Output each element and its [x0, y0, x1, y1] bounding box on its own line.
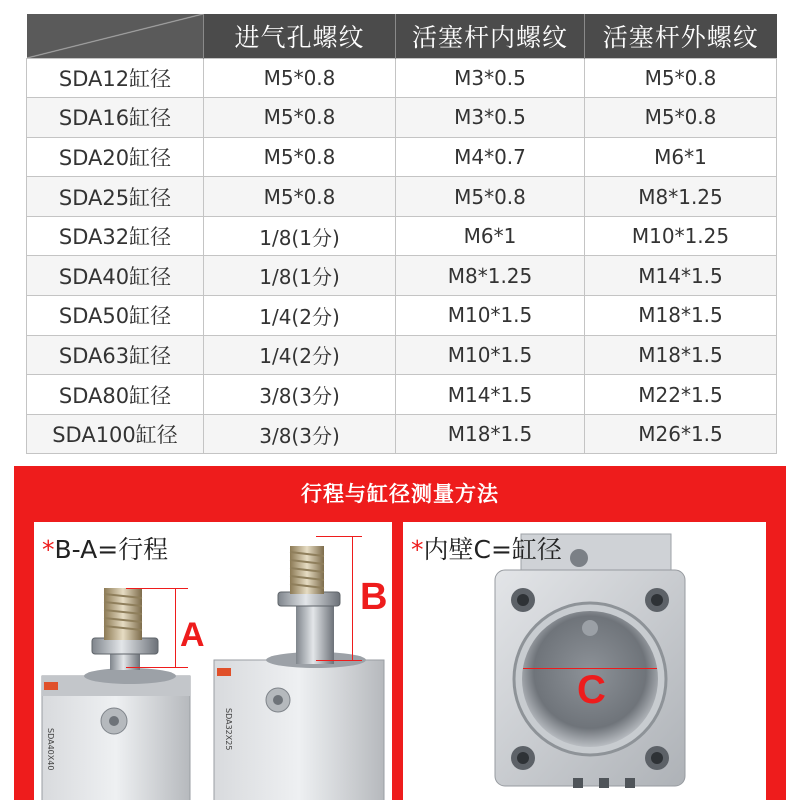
rod-outer-cell: M22*1.5	[585, 375, 777, 415]
inlet-thread-cell: 1/4(2分)	[204, 296, 396, 336]
caption-star: *	[42, 535, 55, 564]
measurement-panel	[14, 466, 786, 800]
rod-outer-cell: M10*1.25	[585, 216, 777, 256]
inlet-thread-cell: M5*0.8	[204, 177, 396, 217]
bore-cell: SDA63缸径	[27, 335, 204, 375]
inlet-thread-cell: 1/8(1分)	[204, 216, 396, 256]
rod-outer-cell: M18*1.5	[585, 335, 777, 375]
bore-cell: SDA100缸径	[27, 414, 204, 454]
inlet-thread-cell: 3/8(3分)	[204, 375, 396, 415]
table-row	[27, 296, 777, 336]
bore-cell: SDA25缸径	[27, 177, 204, 217]
rod-inner-cell: M3*0.5	[396, 58, 585, 98]
rod-outer-cell: M5*0.8	[585, 98, 777, 138]
rod-inner-cell: M14*1.5	[396, 375, 585, 415]
header-rod-inner-thread: 活塞杆内螺纹	[396, 14, 585, 58]
rod-outer-cell: M18*1.5	[585, 296, 777, 336]
guide-line-b-bottom	[316, 660, 362, 661]
header-inlet-thread: 进气孔螺纹	[204, 14, 396, 58]
table-row	[27, 256, 777, 296]
label-c: C	[577, 668, 606, 712]
inlet-thread-cell: 1/8(1分)	[204, 256, 396, 296]
table-row	[27, 216, 777, 256]
guide-line-b-vertical	[352, 536, 353, 661]
stroke-caption-text: B-A=行程	[54, 535, 169, 564]
header-rod-outer-thread: 活塞杆外螺纹	[585, 14, 777, 58]
label-a: A	[180, 616, 205, 654]
table-row	[27, 58, 777, 98]
spec-table	[26, 14, 777, 454]
rod-outer-cell: M5*0.8	[585, 58, 777, 98]
stroke-caption	[42, 530, 168, 566]
rod-outer-cell: M6*1	[585, 137, 777, 177]
table-row	[27, 137, 777, 177]
table-row	[27, 375, 777, 415]
rod-inner-cell: M8*1.25	[396, 256, 585, 296]
inlet-thread-cell: M5*0.8	[204, 58, 396, 98]
rod-inner-cell: M3*0.5	[396, 98, 585, 138]
bore-cell: SDA32缸径	[27, 216, 204, 256]
rod-inner-cell: M6*1	[396, 216, 585, 256]
bore-caption-text: 内壁C=缸径	[423, 535, 562, 564]
caption-star: *	[411, 535, 424, 564]
rod-inner-cell: M4*0.7	[396, 137, 585, 177]
label-b: B	[360, 576, 388, 618]
guide-line-b-top	[316, 536, 362, 537]
guide-line-a-vertical	[175, 588, 176, 668]
guide-line-a-bottom	[126, 667, 188, 668]
bore-cell: SDA16缸径	[27, 98, 204, 138]
table-row	[27, 414, 777, 454]
stroke-card	[34, 522, 392, 800]
inlet-thread-cell: M5*0.8	[204, 98, 396, 138]
measurement-title: 行程与缸径测量方法	[301, 482, 499, 506]
bore-cell: SDA50缸径	[27, 296, 204, 336]
bore-card	[403, 522, 766, 800]
bore-cell: SDA12缸径	[27, 58, 204, 98]
table-row	[27, 177, 777, 217]
model-label-1: SDA40X40	[46, 728, 55, 771]
table-row	[27, 335, 777, 375]
rod-inner-cell: M10*1.5	[396, 296, 585, 336]
inlet-thread-cell: 3/8(3分)	[204, 414, 396, 454]
guide-line-a-top	[126, 588, 188, 589]
bore-caption	[411, 530, 562, 566]
rod-inner-cell: M5*0.8	[396, 177, 585, 217]
rod-outer-cell: M8*1.25	[585, 177, 777, 217]
rod-inner-cell: M18*1.5	[396, 414, 585, 454]
inlet-thread-cell: 1/4(2分)	[204, 335, 396, 375]
bore-cell: SDA40缸径	[27, 256, 204, 296]
model-label-2: SDA32X25	[224, 708, 233, 751]
table-header-row	[27, 14, 777, 58]
table-row	[27, 98, 777, 138]
rod-outer-cell: M14*1.5	[585, 256, 777, 296]
bore-cell: SDA80缸径	[27, 375, 204, 415]
rod-inner-cell: M10*1.5	[396, 335, 585, 375]
header-corner	[27, 14, 204, 58]
inlet-thread-cell: M5*0.8	[204, 137, 396, 177]
bore-cell: SDA20缸径	[27, 137, 204, 177]
rod-outer-cell: M26*1.5	[585, 414, 777, 454]
